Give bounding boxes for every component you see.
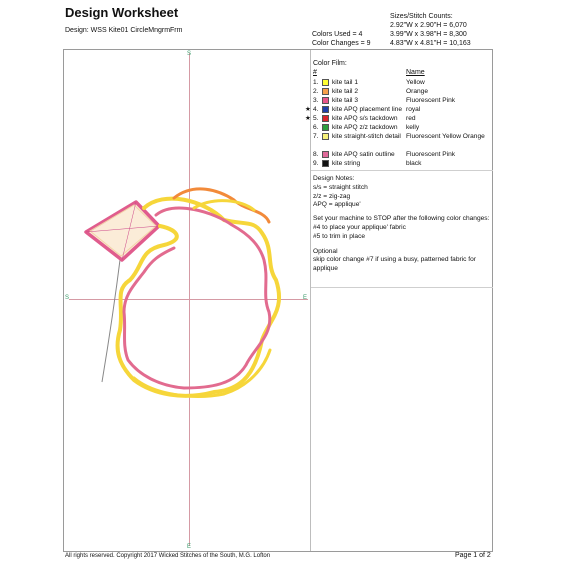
color-summary (312, 30, 371, 48)
color-number: 2. (313, 88, 319, 95)
color-swatch (322, 79, 329, 86)
embroidery-design-preview (64, 50, 310, 550)
axis-right-label: E (303, 295, 308, 301)
color-row (305, 114, 493, 123)
color-swatch (322, 151, 329, 158)
note-line: s/s = straight stitch (313, 183, 368, 191)
color-swatch (322, 124, 329, 131)
colors-used: Colors Used = 4 (312, 31, 363, 38)
color-number: 1. (313, 79, 319, 86)
copyright-footer: All rights reserved. Copyright 2017 Wicked Stitches of the South, M.G. Lofton (65, 553, 271, 559)
color-description: kite APQ s/s tackdown (332, 115, 398, 122)
axis-bottom-label: E (187, 544, 192, 550)
color-row (305, 123, 493, 132)
note-line: APQ = applique' (313, 201, 361, 209)
thread-color-name: Fluorescent Pink (406, 151, 456, 158)
color-row (305, 96, 493, 105)
color-row (305, 87, 493, 96)
stop-instructions: Set your machine to STOP after the following color changes: (313, 215, 490, 223)
thread-color-name: Orange (406, 88, 428, 95)
notes-title: Design Notes: (313, 175, 355, 182)
page-title: Design Worksheet (65, 5, 179, 20)
color-description: kite APQ z/z tackdown (332, 124, 398, 131)
design-name: Design: WSS Kite01 CircleMngrmFrm (65, 27, 183, 34)
thread-color-name: royal (406, 106, 421, 113)
color-swatch (322, 106, 329, 113)
color-swatch (322, 133, 329, 140)
sizes-title: Sizes/Stitch Counts: (390, 13, 453, 20)
thread-color-name: Yellow (406, 79, 425, 86)
thread-color-name: kelly (406, 124, 420, 131)
size-row: 3.99"W x 3.98"H = 8,300 (390, 31, 467, 38)
thread-color-name: red (406, 115, 416, 122)
section-divider (311, 170, 493, 171)
optional-title: Optional (313, 247, 338, 255)
color-swatch (322, 160, 329, 167)
color-description: kite tail 3 (332, 97, 359, 104)
color-number: 8. (313, 151, 319, 158)
color-description: kite string (332, 160, 361, 167)
thread-color-name: Fluorescent Yellow Orange (406, 133, 485, 140)
color-description: kite APQ satin outline (332, 151, 395, 158)
color-description: kite straight-stitch detail (332, 133, 401, 140)
optional-text: skip color change #7 if using a busy, patterned fabric for applique (313, 256, 476, 273)
size-row: 4.83"W x 4.81"H = 10,163 (390, 40, 471, 47)
color-number: 7. (313, 133, 319, 140)
star-marker: ★ (305, 106, 311, 113)
color-number: 3. (313, 97, 319, 104)
color-film-col-name: Name (406, 69, 425, 76)
thread-color-name: black (406, 160, 422, 167)
color-description: kite tail 2 (332, 88, 359, 95)
color-row (305, 150, 493, 159)
section-divider (311, 287, 493, 288)
stop-line: #5 to trim in place (313, 232, 366, 240)
color-swatch (322, 97, 329, 104)
star-marker: ★ (305, 115, 311, 122)
stop-line: #4 to place your applique' fabric (313, 223, 406, 231)
color-row (305, 159, 493, 168)
color-row (305, 132, 493, 150)
note-line: z/z = zig-zag (313, 192, 351, 200)
size-row: 2.92"W x 2.90"H = 6,070 (390, 22, 467, 29)
thread-color-name: Fluorescent Pink (406, 97, 456, 104)
color-description: kite APQ placement line (332, 106, 403, 113)
color-number: 4. (313, 106, 319, 113)
color-swatch (322, 88, 329, 95)
color-film-title: Color Film: (313, 60, 347, 67)
color-changes: Color Changes = 9 (312, 40, 371, 47)
color-row (305, 78, 493, 87)
design-notes (313, 175, 491, 274)
color-number: 9. (313, 160, 319, 167)
color-film-col-num: # (313, 69, 317, 76)
color-number: 6. (313, 124, 319, 131)
axis-top-label: S (187, 51, 192, 57)
size-stitch-counts (390, 12, 471, 48)
page-number: Page 1 of 2 (455, 552, 491, 559)
color-row (305, 105, 493, 114)
axis-left-label: S (65, 295, 70, 301)
color-swatch (322, 115, 329, 122)
color-description: kite tail 1 (332, 79, 359, 86)
color-number: 5. (313, 115, 319, 122)
